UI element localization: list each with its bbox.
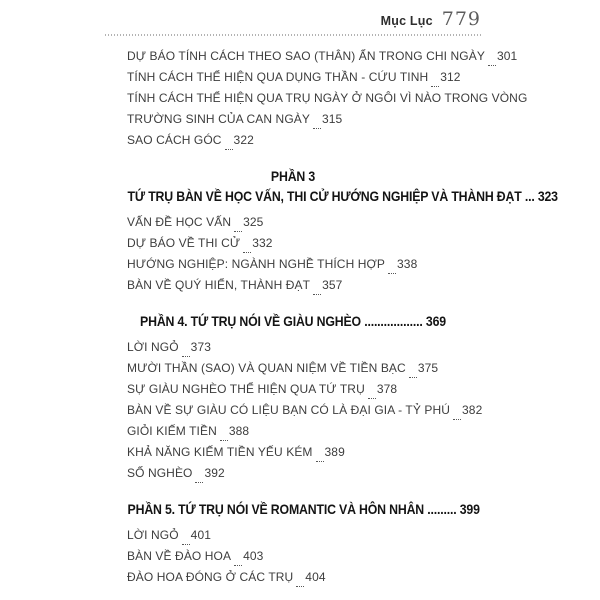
entry-page-number: 373 (190, 340, 211, 354)
entry-title: TRƯỜNG SINH CỦA CAN NGÀY (127, 112, 310, 126)
entry-title: TÍNH CÁCH THỂ HIỆN QUA DỤNG THẦN - CỨU TINH (127, 70, 429, 84)
section-heading (105, 499, 481, 519)
page-header (105, 8, 481, 32)
dot-leader (234, 231, 242, 232)
section-heading (105, 311, 481, 331)
entry-page-number: 312 (440, 70, 461, 84)
dot-leader (195, 482, 203, 483)
dot-leader (488, 65, 496, 66)
dot-leader (388, 273, 396, 274)
dot-leader (225, 149, 233, 150)
toc-entry (127, 278, 481, 299)
entry-title: LỜI NGỎ (127, 528, 179, 542)
toc-list (105, 49, 558, 591)
folio-page-number: 779 (441, 8, 481, 30)
entry-page-number: 325 (243, 215, 264, 229)
entry-page-number: 301 (496, 49, 518, 63)
entry-page-number: 338 (397, 257, 418, 271)
section-heading-line: TỨ TRỤ BÀN VỀ HỌC VẤN, THI CỬ HƯỚNG NGHIỆP VÀ THÀNH ĐẠT ... 323 (127, 188, 558, 204)
entry-page-number: 392 (204, 466, 225, 480)
toc-entry (127, 382, 481, 403)
dot-leader (220, 440, 228, 441)
entry-page-number: 389 (324, 445, 345, 459)
section-heading (105, 166, 558, 206)
toc-entry (127, 445, 481, 466)
entry-title: MƯỜI THẦN (SAO) VÀ QUAN NIỆM VỀ TIỀN BẠC (127, 361, 406, 375)
entry-title: KHẢ NĂNG KIẾM TIỀN YẾU KÉM (127, 445, 313, 459)
toc-entry-group (105, 528, 481, 591)
toc-entry (127, 570, 481, 591)
entry-page-number: 375 (417, 361, 439, 375)
entry-title: LỜI NGỎ (127, 340, 179, 354)
section-heading-line: PHẦN 4. TỨ TRỤ NÓI VỀ GIÀU NGHÈO .................. 369 (140, 313, 446, 329)
entry-title: ĐÀO HOA ĐÓNG Ở CÁC TRỤ (127, 570, 294, 584)
entry-page-number: 404 (305, 570, 326, 584)
entry-title: DỰ BÁO TÍNH CÁCH THEO SAO (THÂN) ẨN TRONG CHI NGÀY (127, 49, 485, 63)
dot-leader (234, 565, 242, 566)
toc-entry (127, 70, 481, 91)
toc-entry-group (105, 49, 528, 154)
toc-title: Mục Lục (380, 14, 433, 28)
entry-page-number: 378 (376, 382, 398, 396)
entry-title: VẤN ĐỀ HỌC VẤN (127, 215, 232, 229)
entry-title: HƯỚNG NGHIỆP: NGÀNH NGHỀ THÍCH HỢP (127, 257, 386, 271)
entry-title: BÀN VỀ SỰ GIÀU CÓ LIỆU BẠN CÓ LÀ ĐẠI GIA - TỶ PHÚ (127, 403, 451, 417)
entry-title: SAO CÁCH GÓC (127, 133, 222, 147)
entry-title: SỐ NGHÈO (127, 466, 193, 480)
toc-entry (127, 215, 481, 236)
entry-title: DỰ BÁO VỀ THI CỬ (127, 236, 241, 250)
toc-entry (127, 49, 518, 70)
toc-entry (127, 236, 481, 257)
dot-leader (313, 294, 321, 295)
dot-leader (182, 356, 190, 357)
section-heading-line: PHẦN 3 (270, 168, 316, 184)
entry-title: BÀN VỀ QUÝ HIỂN, THÀNH ĐẠT (127, 278, 311, 292)
dot-leader (453, 419, 461, 420)
dot-leader (316, 461, 324, 462)
entry-page-number: 357 (322, 278, 343, 292)
entry-page-number: 403 (243, 549, 264, 563)
toc-entry (127, 528, 481, 549)
dot-leader (313, 128, 321, 129)
dot-leader (296, 586, 304, 587)
toc-entry (127, 257, 481, 278)
dot-leader (431, 86, 439, 87)
entry-page-number: 322 (233, 133, 254, 147)
dot-leader (243, 252, 251, 253)
toc-entry-group (105, 215, 481, 299)
toc-entry (127, 112, 481, 133)
toc-entry (127, 361, 481, 382)
entry-page-number: 382 (462, 403, 483, 417)
toc-content (105, 8, 558, 591)
section-heading-line: PHẦN 5. TỨ TRỤ NÓI VỀ ROMANTIC VÀ HÔN NHÂN ......... 399 (127, 501, 480, 517)
toc-entry-group (105, 340, 481, 487)
header-dotted-rule (105, 34, 481, 36)
dot-leader (182, 544, 190, 545)
entry-title: TÍNH CÁCH THỂ HIỆN QUA TRỤ NGÀY Ở NGÔI VÌ NÀO TRONG VÒNG (127, 91, 528, 105)
entry-title: BÀN VỀ ĐÀO HOA (127, 549, 232, 563)
entry-title: GIỎI KIẾM TIỀN (127, 424, 217, 438)
toc-entry (127, 133, 481, 154)
entry-page-number: 401 (190, 528, 211, 542)
toc-entry (127, 91, 528, 112)
entry-title: SỰ GIÀU NGHÈO THỂ HIỆN QUA TỨ TRỤ (127, 382, 365, 396)
toc-entry (127, 466, 481, 487)
toc-entry (127, 424, 481, 445)
toc-entry (127, 549, 481, 570)
entry-page-number: 332 (252, 236, 273, 250)
dot-leader (368, 398, 376, 399)
toc-entry (127, 403, 481, 424)
entry-page-number: 388 (228, 424, 250, 438)
dot-leader (409, 377, 417, 378)
entry-page-number: 315 (321, 112, 343, 126)
toc-entry (127, 340, 481, 361)
